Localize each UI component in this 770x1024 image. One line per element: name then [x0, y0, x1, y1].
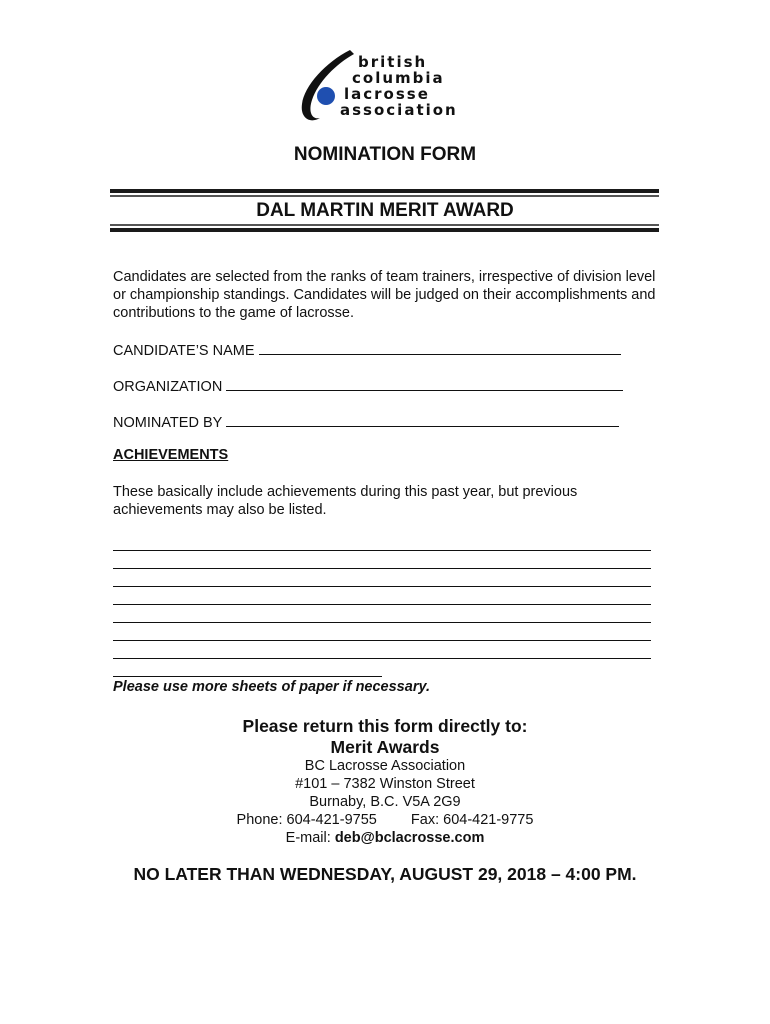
deadline-notice: NO LATER THAN WEDNESDAY, AUGUST 29, 2018 – 4:00 PM. — [133, 864, 637, 884]
divider — [110, 195, 659, 197]
candidate-name-label: CANDIDATE’S NAME — [113, 343, 255, 359]
writing-line[interactable] — [113, 604, 651, 605]
return-street: #101 – 7382 Winston Street — [295, 776, 475, 792]
writing-line[interactable] — [113, 622, 651, 623]
phone-label: Phone: — [236, 812, 283, 828]
return-city: Burnaby, B.C. V5A 2G9 — [309, 794, 461, 810]
nominated-by-label: NOMINATED BY — [113, 415, 223, 431]
award-title: DAL MARTIN MERIT AWARD — [256, 200, 514, 221]
return-org: BC Lacrosse Association — [304, 758, 466, 774]
fax-number: 604-421-9775 — [443, 812, 534, 828]
nominated-by-field[interactable] — [113, 412, 619, 431]
organization-field[interactable] — [113, 376, 623, 395]
divider — [110, 224, 659, 226]
logo-line: british — [358, 53, 428, 71]
divider — [110, 228, 659, 232]
writing-line[interactable] — [113, 568, 651, 569]
return-email — [0, 829, 770, 847]
logo-wordmark — [340, 54, 458, 118]
email-address[interactable]: deb@bclacrosse.com — [334, 830, 485, 846]
fax-label: Fax: — [410, 812, 440, 828]
writing-line[interactable] — [113, 586, 651, 587]
achievements-description: These basically include achievements during this past year, but previous achievements may also be listed. — [113, 484, 578, 518]
organization-input[interactable] — [226, 376, 623, 391]
logo-line: association — [340, 101, 458, 119]
phone-number: 604-421-9755 — [286, 812, 377, 828]
return-recipient: Merit Awards — [330, 737, 440, 757]
achievements-heading: ACHIEVEMENTS — [113, 447, 229, 463]
divider — [110, 189, 659, 193]
form-title: NOMINATION FORM — [293, 144, 477, 165]
return-phone-fax — [0, 811, 770, 829]
intro-paragraph: Candidates are selected from the ranks of team trainers, irrespective of division level or championship standings. Candidates will be judged on their accomplishments and contributions to the game of lacrosse. — [113, 269, 656, 321]
writing-line[interactable] — [113, 640, 651, 641]
return-heading: Please return this form directly to: — [242, 716, 528, 736]
writing-line[interactable] — [113, 658, 651, 659]
writing-line[interactable] — [113, 550, 651, 551]
candidate-name-input[interactable] — [259, 340, 621, 355]
more-sheets-note: Please use more sheets of paper if necessary. — [113, 679, 431, 695]
organization-label: ORGANIZATION — [113, 379, 223, 395]
writing-line[interactable] — [113, 676, 382, 677]
logo-line: lacrosse — [344, 85, 430, 103]
nominated-by-input[interactable] — [226, 412, 619, 427]
email-label: E-mail: — [285, 830, 331, 846]
logo-line: columbia — [352, 69, 445, 87]
candidate-name-field[interactable] — [113, 340, 621, 359]
